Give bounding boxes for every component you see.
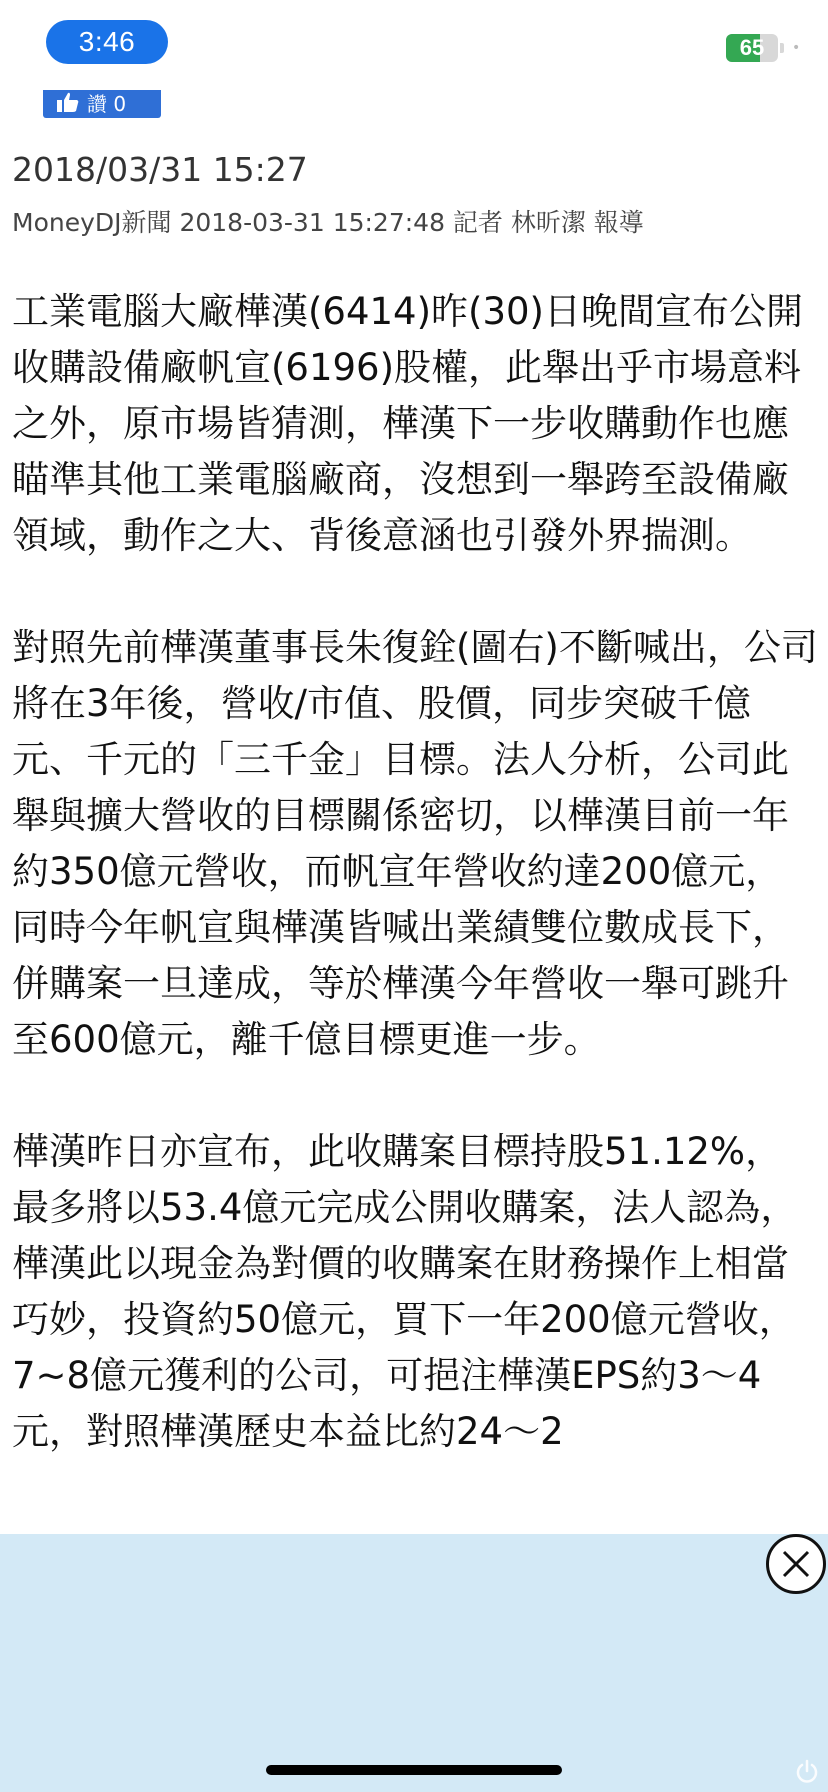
article-date: 2018/03/31 15:27 [12, 150, 308, 189]
article-paragraph: 工業電腦大廠樺漢(6414)昨(30)日晚間宣布公開收購設備廠帆宣(6196)股權，此舉出乎市場意料之外，原市場皆猜測，樺漢下一步收購動作也應瞄準其他工業電腦廠商，沒想到一舉跨至設備廠領域，動作之大、背後意涵也引發外界揣測。 [12, 290, 803, 557]
thumbs-up-icon [57, 92, 79, 112]
article-body [12, 284, 818, 1516]
article-paragraph: 對照先前樺漢董事長朱復銓(圖右)不斷喊出，公司將在3年後，營收/市值、股價，同步突破千億元、千元的「三千金」目標。法人分析，公司此舉與擴大營收的目標關係密切，以樺漢目前一年約350億元營收，而帆宣年營收約達200億元，同時今年帆宣與樺漢皆喊出業績雙位數成長下，併購案一旦達成，等於樺漢今年營收一舉可跳升至600億元，離千億目標更進一步。 [12, 626, 818, 1061]
status-time: 3:46 [46, 20, 168, 64]
close-ad-button[interactable] [766, 1534, 826, 1594]
home-indicator[interactable] [266, 1765, 562, 1775]
close-circle-icon [769, 1537, 823, 1591]
like-label: 讚 0 [87, 91, 127, 116]
ad-banner[interactable] [0, 1534, 828, 1792]
battery-tip [780, 43, 784, 53]
status-bar [0, 0, 828, 90]
like-button-content [57, 90, 126, 114]
power-icon[interactable] [793, 1758, 821, 1786]
battery-level: 65 [739, 35, 765, 60]
article-paragraph: 樺漢昨日亦宣布，此收購案目標持股51.12%，最多將以53.4億元完成公開收購案，法人認為，樺漢此以現金為對價的收購案在財務操作上相當巧妙，投資約50億元，買下一年200億元營收，7~8億元獲利的公司，可挹注樺漢EPS約3～4元，對照樺漢歷史本益比約24～2 [12, 1130, 798, 1453]
article-byline: MoneyDJ新聞 2018-03-31 15:27:48 記者 林昕潔 報導 [12, 208, 644, 237]
signal-icon: • [792, 40, 801, 56]
battery-icon [726, 34, 778, 62]
